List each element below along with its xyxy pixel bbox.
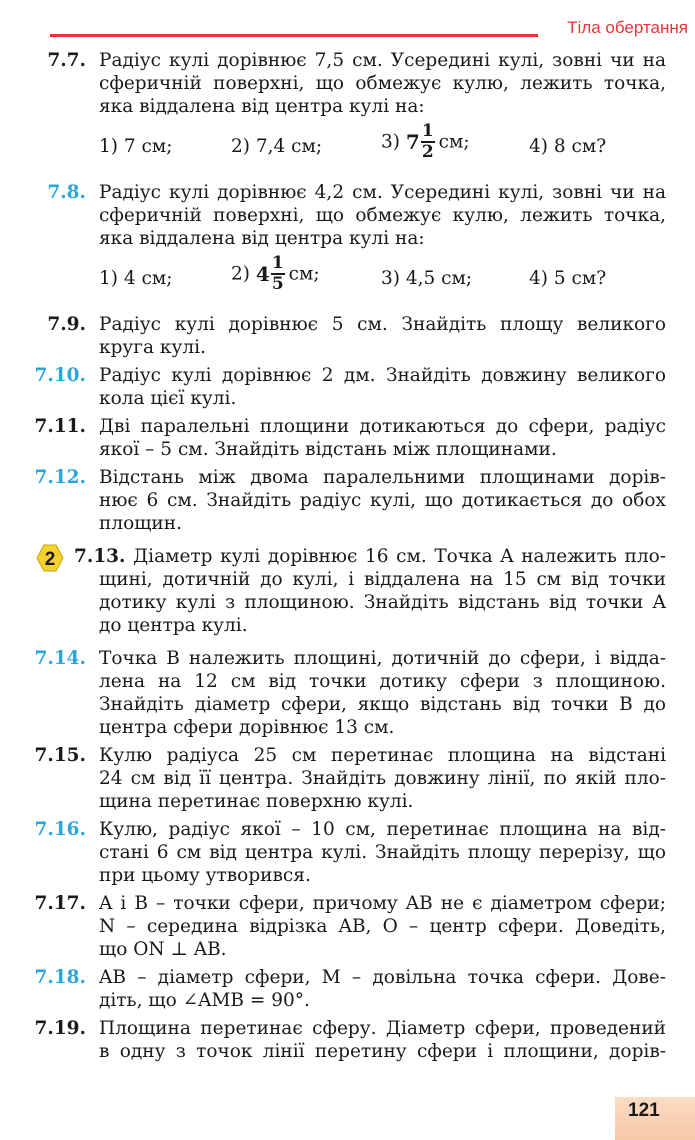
text-line: Кулю, радіус якої – 10 см, перетинає площина на від- <box>99 819 666 840</box>
problem-text <box>99 892 666 961</box>
problem-7-10 <box>0 364 695 410</box>
problem-number: 7.14. <box>34 648 86 669</box>
option-unit: см; <box>438 131 470 153</box>
running-header: Тіла обертання <box>567 18 688 37</box>
option-4: 4) 5 см? <box>529 268 607 289</box>
numerator: 1 <box>421 121 434 141</box>
problem-7-14 <box>0 647 695 739</box>
mixed-whole: 7 <box>405 130 420 154</box>
problem-7-15 <box>0 744 695 813</box>
problem-number: 7.13. <box>74 546 126 567</box>
option-label: 3) <box>381 131 400 153</box>
fraction <box>271 254 285 294</box>
problem-text <box>99 966 666 1012</box>
text-line: Точка B належить площині, дотичній до сфери, і відда- <box>99 648 666 669</box>
text-line: Радіус кулі дорівнює 5 см. Знайдіть площу великого <box>99 314 666 335</box>
text-line: лена на 12 см від точки дотику сфери з площиною. <box>99 671 666 692</box>
problem-number: 7.7. <box>47 50 86 71</box>
option-3 <box>381 122 470 162</box>
text-line: площин. <box>99 513 182 534</box>
problem-text <box>99 364 666 410</box>
header-rule <box>50 34 538 37</box>
problem-7-18 <box>0 966 695 1012</box>
answer-options <box>99 254 659 308</box>
text-line: нює 6 см. Знайдіть радіус кулі, що дотикається до обох <box>99 490 666 511</box>
option-3: 3) 4,5 см; <box>381 268 473 289</box>
text-line: Знайдіть діаметр сфери, якщо відстань від точки B до <box>99 694 666 715</box>
text-line <box>74 545 666 568</box>
text-line: кола цієї кулі. <box>99 388 237 409</box>
option-1: 1) 7 см; <box>99 136 173 157</box>
text-line: Відстань між двома паралельними площинами дорів- <box>99 467 666 488</box>
text-line: що ON ⊥ AB. <box>99 939 227 960</box>
problem-text-cont <box>99 568 666 637</box>
page-number: 121 <box>628 1100 660 1121</box>
difficulty-level-badge-icon <box>35 543 65 573</box>
text-line: AB – діаметр сфери, M – довільна точка сфери. Дове- <box>99 967 666 988</box>
option-2 <box>231 254 320 294</box>
fraction <box>421 122 435 162</box>
problem-number: 7.11. <box>34 416 86 437</box>
text-line: стані 6 см від центра кулі. Знайдіть площу перерізу, що <box>99 842 666 863</box>
problem-text <box>99 818 666 887</box>
problem-text <box>99 415 666 461</box>
text-line: до центра кулі. <box>99 615 248 636</box>
text-line: Дві паралельні площини дотикаються до сфери, радіус <box>99 416 666 437</box>
text-line: Радіус кулі дорівнює 2 дм. Знайдіть довжину великого <box>99 365 666 386</box>
problem-text <box>99 1017 666 1063</box>
numerator: 1 <box>271 253 284 273</box>
text-line: Площина перетинає сферу. Діаметр сфери, проведений <box>99 1018 666 1039</box>
answer-options <box>99 122 659 176</box>
text-line: центра сфери дорівнює 13 см. <box>99 717 395 738</box>
text-line: Радіус кулі дорівнює 4,2 см. Усередині кулі, зовні чи на <box>99 182 666 203</box>
problem-7-8 <box>0 181 695 308</box>
text-line: в одну з точок лінії перетину сфери і площини, дорів- <box>99 1041 666 1062</box>
text-line: дотику кулі з площиною. Знайдіть відстань від точки A <box>99 592 666 613</box>
problem-number: 7.16. <box>34 819 86 840</box>
problem-text <box>99 466 666 535</box>
problem-7-11 <box>0 415 695 461</box>
text-line: Кулю радіуса 25 см перетинає площина на відстані <box>99 745 666 766</box>
problem-text <box>99 181 666 250</box>
problem-7-16 <box>0 818 695 887</box>
problem-list <box>0 49 695 1068</box>
mixed-whole: 4 <box>255 262 270 286</box>
text-line: яка віддалена від центра кулі на: <box>99 96 425 117</box>
badge-level-text: 2 <box>44 549 56 570</box>
option-label: 2) <box>231 263 250 285</box>
problem-7-12 <box>0 466 695 535</box>
problem-number: 7.17. <box>34 893 86 914</box>
problem-7-9 <box>0 313 695 359</box>
text-line: N – середина відрізка AB, O – центр сфери. Доведіть, <box>99 916 666 937</box>
problem-number: 7.9. <box>47 314 86 335</box>
text-line: при цьому утворився. <box>99 865 311 886</box>
option-unit: см; <box>288 263 320 285</box>
denominator: 5 <box>271 274 284 294</box>
problem-number: 7.10. <box>34 365 86 386</box>
text-line-content: Діаметр кулі дорівнює 16 см. Точка A належить пло- <box>133 546 666 567</box>
text-line: сферичній поверхні, що обмежує кулю, лежить точка, <box>99 205 666 226</box>
text-line: сферичній поверхні, що обмежує кулю, лежить точка, <box>99 73 666 94</box>
text-line: щина перетинає поверхню кулі. <box>99 791 414 812</box>
problem-7-19 <box>0 1017 695 1063</box>
denominator: 2 <box>421 142 434 162</box>
text-line: A і B – точки сфери, причому AB не є діаметром сфери; <box>99 893 666 914</box>
problem-number: 7.8. <box>47 182 86 203</box>
problem-number: 7.15. <box>34 745 86 766</box>
option-2: 2) 7,4 см; <box>231 136 323 157</box>
problem-number: 7.18. <box>34 967 86 988</box>
problem-text <box>99 49 666 118</box>
problem-number: 7.19. <box>34 1018 86 1039</box>
text-line: яка віддалена від центра кулі на: <box>99 228 425 249</box>
problem-7-7 <box>0 49 695 176</box>
text-line: діть, що ∠AMB = 90°. <box>99 990 310 1011</box>
text-line: Радіус кулі дорівнює 7,5 см. Усередині кулі, зовні чи на <box>99 50 666 71</box>
text-line: якої – 5 см. Знайдіть відстань між площинами. <box>99 439 557 460</box>
option-4: 4) 8 см? <box>529 136 607 157</box>
text-line: 24 см від її центра. Знайдіть довжину лінії, по якій пло- <box>99 768 666 789</box>
option-1: 1) 4 см; <box>99 268 173 289</box>
problem-text <box>99 744 666 813</box>
problem-text <box>74 545 666 568</box>
text-line: щині, дотичній до кулі, і віддалена на 15 см від точки <box>99 569 666 590</box>
text-line: круга кулі. <box>99 337 206 358</box>
problem-number: 7.12. <box>34 467 86 488</box>
problem-text <box>99 647 666 739</box>
problem-7-17 <box>0 892 695 961</box>
problem-text <box>99 313 666 359</box>
problem-7-13 <box>0 545 695 637</box>
